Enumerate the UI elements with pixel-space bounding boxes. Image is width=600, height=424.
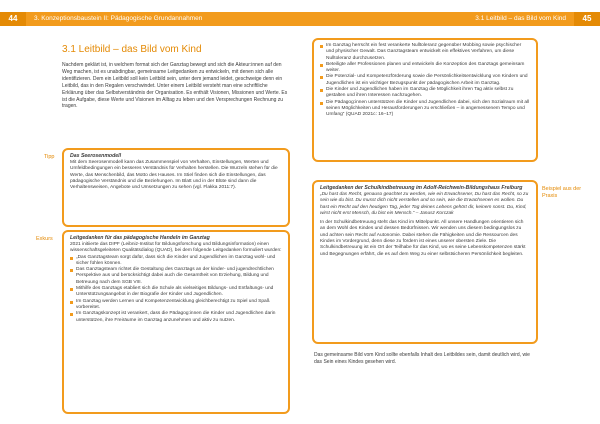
running-head-text: 3.1 Leitbild – das Bild vom Kind (475, 15, 566, 22)
page-number: 44 (0, 12, 26, 26)
list-item-text: Mithilfe des Ganztags etabliert sich die Schule als vielseitiges Bildungs- und Entfaltungs- und Unterstützungsangebot in der Biografie der Kinder und Jugendlichen. (76, 286, 274, 298)
list-item-text: „Das Ganztagsteam sorgt dafür, dass sich die Kinder und Jugendlichen im Ganztag wohl- und sicher fühlen können. (76, 254, 276, 266)
example-label: Beispiel aus der Praxis (542, 186, 582, 199)
list-item-text: Die Pädagog:innen unterstützen die Kinder und Jugendlichen dabei, sich den Sozialraum mit all seinen Möglichkeiten und Herausforderungen zu erschließen – in angemessenem Tempo und Umfang“ (QUAD 2021c: 16–17) (326, 99, 530, 118)
exkurs-box (62, 230, 290, 414)
list-item (320, 100, 530, 119)
bullet-icon (70, 313, 73, 316)
intro-paragraph: Nachdem geklärt ist, in welchem format sich der Ganztag bewegt und sich die Akteur:innen auf den Weg machen, ist es unabdingbar, gemeinsame Leitgedanken zu entwickeln, mit denen sich alle identifizieren. Dem ein Leitbild soll kein Leitbild sein, unter dem jemand leidet, geschweige denn ein Leitbild, das in den Regalen verschwindet. Unter einem Leitbild versteht man eine schriftliche Erklärung über das Selbstverständnis der Organisation. Es enthält Visionen, Missionen und Werte. Es ist die Aufgabe, diese Werte und Visionen im Alltag zu leben und den Versprechungen Rechnung zu tragen. (62, 62, 288, 110)
continued-list (320, 43, 530, 119)
bullet-icon (70, 288, 73, 291)
exkurs-list (70, 255, 282, 324)
list-item (320, 74, 530, 87)
list-item-text: Die Kinder und Jugendlichen haben im Ganztag die Möglichkeit ihren Tag aktiv selbst zu gestalten und ihren Interessen nachzugehen. (326, 87, 514, 99)
running-header (0, 12, 300, 26)
list-item-text: Die Potenzial- und Kompetenzförderung sowie die Persönlichkeitsentwicklung von Kindern und Jugendlichen ist ein wichtiger Bezugspunkt der pädagogischen Arbeit im Ganztag. (326, 74, 528, 86)
bullet-icon (320, 45, 323, 48)
example-box (312, 180, 538, 344)
list-item (70, 311, 282, 324)
list-item-text: Das Ganztagsteam richtet die Gestaltung des Ganztags an der kinder- und jugendrechtlichen Perspektive aus und berücksichtigt dabei auch die Gesamtheit von Erziehung, Bildung und Betreuung nach dem SGB VIII. (76, 267, 274, 285)
running-header (300, 12, 600, 26)
closing-paragraph: Das gemeinsame Bild vom Kind sollte ebenfalls Inhalt des Leitbildes sein, damit deutlich wird, wie das Sein eines Kindes gesehen wird. (314, 352, 530, 365)
section-heading: 3.1 Leitbild – das Bild vom Kind (62, 44, 202, 55)
right-page (300, 0, 600, 424)
list-item (320, 87, 530, 100)
list-item-text: Im Ganztag werden Lernen und Kompetenzentwicklung gleichberechtigt zu Spiel und Spaß vorbereitet. (76, 298, 270, 310)
exkurs-intro: 2021 initiierte das DIPF (Leibniz-Institut für Bildungsforschung und Bildungsinformation) einen wissenschaftsgeleiteten Qualitätsdialog (QUAD), bei dem folgende Leitgedanken formuliert wurden: (70, 242, 282, 254)
list-item (320, 43, 530, 62)
bullet-icon (320, 64, 323, 67)
exkurs-label: Exkurs (36, 236, 53, 242)
list-item-text: Im Ganztagskonzept ist verankert, dass die Pädagog:innen die Kinder und Jugendlichen darin unterstützen, ihre Freiräume im Ganztag anzunehmen und aktiv zu nutzen. (76, 311, 276, 323)
list-item-text: Beteiligte aller Professionen planen und entwickeln die Konzeption des Ganztags gemeinsam weiter. (326, 61, 525, 74)
tip-box (62, 148, 290, 227)
bullet-icon (320, 76, 323, 79)
list-item (70, 299, 282, 312)
list-item-text: Im Ganztag herrscht ein fest verankerte Nulltoleranz gegenüber Mobbing sowie psychischer und physischer Gewalt. Das Ganztagsteam entwickelt ein effektives Verfahren, um diese Nulltoleranz durchzusetzen. (326, 43, 522, 61)
example-text: In der Schulkindbetreuung steht das Kind im Mittelpunkt. All unsere Handlungen orientieren sich an dem Wohl des Kindes und dessen Bedürfnissen. Wir wenden uns diesem bedingungslos zu und achten sein Recht auf Autonomie. Dabei stehen die Fähigkeiten und die Ressourcen des Kindes im Vordergrund, denn diese zu fördern ist eines unserer obersten Ziele. Die Schulkindbetreuung ist ein Ort der Teilhabe für das Kind, wo es seine Lebenskompetenzen stärkt und Begegnungen erfährt, die es auf dem Weg zu einer selbstsicheren Persönlichkeit begleiten. (320, 220, 526, 257)
bullet-icon (320, 102, 323, 105)
list-item (70, 267, 282, 286)
example-quote: „Du hast das Recht, genauso geachtet zu werden, wie ein Erwachsener, Du hast das Recht, so zu sein wie du bist. Du musst dich nicht verstellen und so sein, wie die Erwachsenen es wollen. Du hast ein Recht auf den heutigen Tag, jeder Tag deines Lebens gehört dir, keinem sonst. Du, Kind, wirst nicht erst Mensch, du bist ein Mensch.“ – Janusz Korczak (320, 192, 529, 216)
tip-title: Das Seerosenmodell (70, 153, 122, 159)
running-head-text: 3. Konzeptionsbaustein II: Pädagogische Grundannahmen (34, 15, 203, 22)
bullet-icon (70, 269, 73, 272)
tip-text: Mit dem Seerosenmodell kann das Zusammenspiel von Verhalten, Einstellungen, Werten und Umfeldbedingungen ein besseres Verständnis für Verhalten herstellen. Die Wurzeln stehen für die Werte, das Menschenbild, das Motto des Hauses. Im Stiel finden sich die Einstellungen, das pädagogische Verständnis und die Beziehungen. Im Blatt und in der Blüte sind dann die Verhaltensweisen, Angebote und Umsetzungen zu sehen (vgl. Flakka 2011:7). (70, 160, 278, 191)
bullet-icon (70, 301, 73, 304)
example-title: Leitgedanken der Schulkindbetreuung im Adolf-Reichwein-Bildungshaus Freiburg (320, 185, 523, 191)
continued-list-box (312, 38, 538, 162)
exkurs-title: Leitgedanken für das pädagogische Handeln im Ganztag (70, 235, 210, 241)
bullet-icon (320, 89, 323, 92)
list-item (70, 286, 282, 299)
list-item (320, 62, 530, 75)
tip-label: Tipp (44, 154, 55, 160)
bullet-icon (70, 257, 73, 260)
list-item (70, 255, 282, 268)
page-number: 45 (574, 12, 600, 26)
